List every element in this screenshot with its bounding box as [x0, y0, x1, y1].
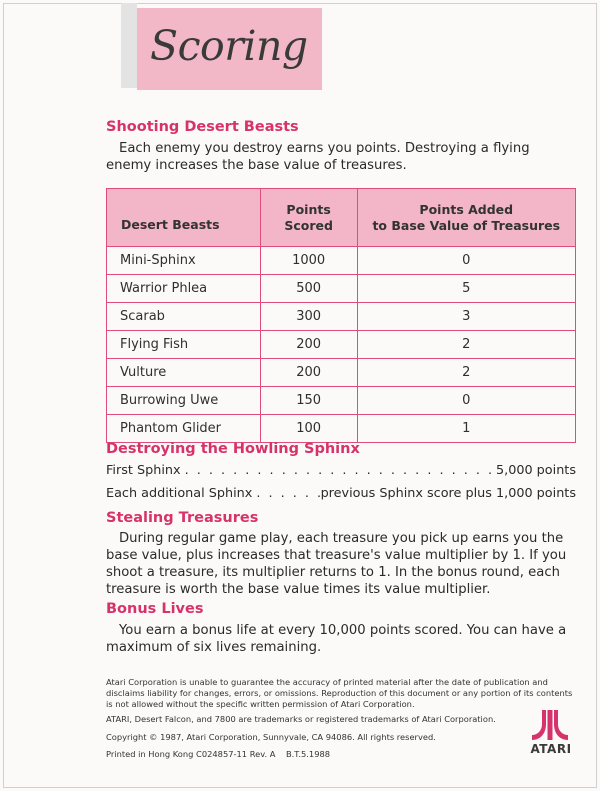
copyright-text: Copyright © 1987, Atari Corporation, Sunnyvale, CA 94086. All rights reserved. — [106, 732, 436, 742]
first-sphinx-value: 5,000 points — [495, 463, 576, 478]
heading-howling-sphinx: Destroying the Howling Sphinx — [106, 441, 360, 457]
points-added: 0 — [357, 387, 575, 415]
beast-name: Scarab — [107, 303, 261, 331]
header-added-line2: to Base Value of Treasures — [372, 217, 561, 233]
points-added: 5 — [357, 275, 575, 303]
points-scored: 200 — [260, 359, 357, 387]
points-scored: 1000 — [260, 247, 357, 275]
beast-name: Warrior Phlea — [107, 275, 261, 303]
trademarks-text: ATARI, Desert Falcon, and 7800 are trademarks or registered trademarks of Atari Corporation. — [106, 714, 496, 724]
points-added: 1 — [357, 415, 575, 443]
leader-dots — [181, 463, 496, 478]
header-points-line1: Points — [286, 201, 331, 217]
page-title: Scoring — [150, 22, 308, 70]
table-row — [107, 331, 576, 359]
points-added: 2 — [357, 359, 575, 387]
points-added: 3 — [357, 303, 575, 331]
additional-sphinx-line — [106, 486, 576, 501]
points-scored: 150 — [260, 387, 357, 415]
points-added: 0 — [357, 247, 575, 275]
bonus-paragraph: You earn a bonus life at every 10,000 points scored. You can have a maximum of six lives remaining. — [106, 623, 567, 655]
points-scored: 100 — [260, 415, 357, 443]
table-row — [107, 247, 576, 275]
beast-name: Mini-Sphinx — [107, 247, 261, 275]
first-sphinx-label: First Sphinx — [106, 463, 181, 478]
heading-bonus-lives: Bonus Lives — [106, 601, 204, 617]
points-added: 2 — [357, 331, 575, 359]
beast-name: Burrowing Uwe — [107, 387, 261, 415]
leader-dots — [252, 486, 320, 501]
printed-in-text: Printed in Hong Kong C024857-11 Rev. A B.T.5.1988 — [106, 749, 331, 759]
additional-sphinx-value: previous Sphinx score plus 1,000 points — [320, 486, 576, 501]
atari-logo-text: ATARI — [530, 742, 572, 756]
heading-shooting-desert-beasts: Shooting Desert Beasts — [106, 119, 299, 135]
first-sphinx-line — [106, 463, 576, 478]
header-points-added — [357, 189, 575, 247]
table-row — [107, 359, 576, 387]
table-row — [107, 275, 576, 303]
points-scored: 300 — [260, 303, 357, 331]
beast-name: Phantom Glider — [107, 415, 261, 443]
header-points-scored — [260, 189, 357, 247]
shooting-paragraph: Each enemy you destroy earns you points. Destroying a flying enemy increases the base value of treasures. — [106, 141, 530, 173]
beast-name: Flying Fish — [107, 331, 261, 359]
beast-name: Vulture — [107, 359, 261, 387]
additional-sphinx-label: Each additional Sphinx — [106, 486, 253, 501]
header-desert-beasts: Desert Beasts — [107, 189, 261, 247]
points-scored: 200 — [260, 331, 357, 359]
table-header-row — [107, 189, 576, 247]
stealing-paragraph: During regular game play, each treasure you pick up earns you the base value, plus increases that treasure's value multiplier by 1. If you shoot a treasure, its multiplier returns to 1. In the bonus round, each treasure is worth the base value times its value multiplier. — [106, 531, 567, 597]
table-row — [107, 303, 576, 331]
desert-beasts-table — [106, 188, 576, 443]
header-shadow — [121, 3, 137, 88]
header-points-line2: Scored — [284, 217, 333, 233]
table-row — [107, 387, 576, 415]
header-added-line1: Points Added — [419, 201, 514, 217]
points-scored: 500 — [260, 275, 357, 303]
disclaimer-text: Atari Corporation is unable to guarantee the accuracy of printed material after the date of publication and disclaims liability for changes, errors, or omissions. Reproduction of this document or any portion of its contents is not allowed without the specific written permission of Atari Corporation. — [106, 677, 573, 709]
table-row — [107, 415, 576, 443]
heading-stealing-treasures: Stealing Treasures — [106, 510, 259, 526]
